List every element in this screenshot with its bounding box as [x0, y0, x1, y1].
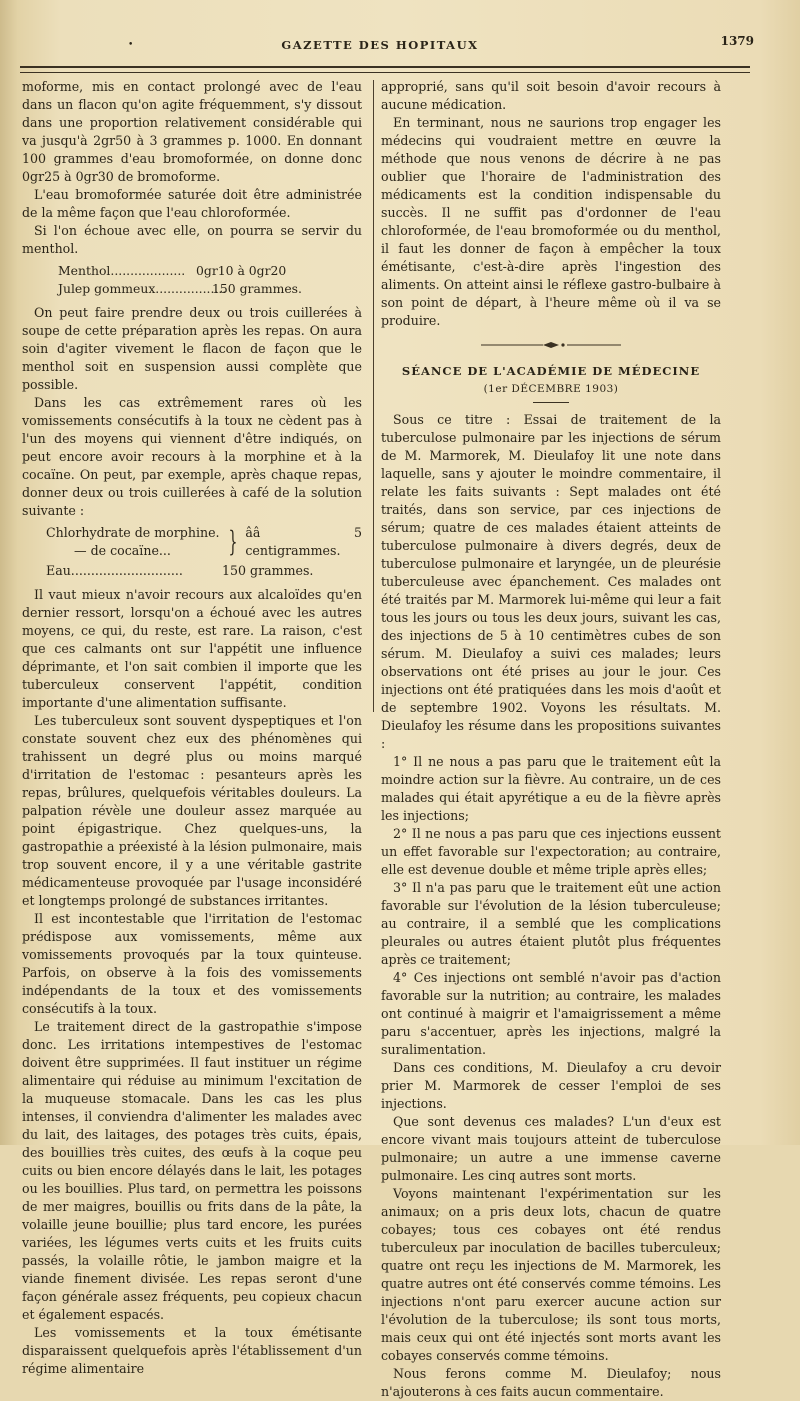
brace-group — [46, 524, 362, 560]
prescription-menthol — [22, 262, 362, 298]
paragraph: moforme, mis en contact prolongé avec de l'eau dans un flacon qu'on agite fréquemment, s'y dissout dans une proportion relativement considérable qui va jusqu'à 2gr50 à 3 grammes p. 1000. En donnant 100 grammes d'eau bromoformée, on donne donc 0gr25 à 0gr30 de bromoforme. — [22, 79, 362, 184]
ingredient-name: Menthol................... — [58, 263, 186, 278]
paragraph: Les tuberculeux sont souvent dyspeptiques et l'on constate souvent chez eux des phénomènes qui trahissent un degré plus ou moins marqué d'irritation de l'estomac : pesanteurs après les repas, brûlures, quelquefois véritables douleurs. La palpation révèle une douleur assez marquée au point épigastrique. Chez quelques-uns, la gastropathie a préexisté à la lésion pulmonaire, mais trop souvent encore, il y a une véritable gastrite médicamenteuse provoquée par l'usage inconsidéré et longtemps prolongé de substances irritantes. — [22, 713, 362, 908]
paragraph: Il est incontestable que l'irritation de l'estomac prédispose aux vomissements, même aux vomissements provoqués par la toux quinteuse. Parfois, on observe à la fois des vomissements indépendants de la toux et des vomissements consécutifs à la toux. — [22, 911, 362, 1016]
paragraph: Dans les cas extrêmement rares où les vomissements consécutifs à la toux ne cèdent pas à l'un des moyens qui viennent d'être indiqués, on peut encore avoir recours à la morphine et à la cocaïne. On peut, par exemple, après chaque repas, donner deux ou trois cuillerées à café de la solution suivante : — [22, 395, 362, 518]
paragraph: Le traitement direct de la gastropathie s'impose donc. Les irritations intempestives de l'estomac doivent être supprimées. Il faut instituer un régime alimentaire qui réduise au minimum l'excitation de la muqueuse stomacale. Dans les cas les plus intenses, il conviendra d'alimenter les malades avec du lait, des laitages, des potages très cuits, épais, des bouillies très cuites, des œufs à la coque peu cuits ou bien encore délayés dans le lait, les potages ou les bouillies. Plus tard, on permettra les poissons de mer maigres, bouillis ou frits dans de la pâte, la volaille jeune bouillie; plus tard encore, les purées variées, les légumes verts cuits et les fruits cuits passés, la volaille rôtie, le jambon maigre et la viande finement divisée. Les repas seront d'une façon générale assez fréquents, peu copieux chacun et également espacés. — [22, 1019, 362, 1322]
prescription-morphine — [22, 524, 362, 580]
ingredient-dose: 0gr10 à 0gr20 — [196, 263, 287, 278]
right-column — [381, 78, 721, 1401]
brace-icon: } — [228, 525, 237, 558]
ingredient-name: Julep gommeux.................. — [58, 281, 227, 296]
header-rule-thin — [20, 72, 750, 73]
ornament-separator — [381, 336, 721, 354]
short-rule — [533, 402, 569, 403]
page-header — [20, 30, 754, 60]
paragraph: 1° Il ne nous a pas paru que le traitement eût la moindre action sur la fièvre. Au contraire, un de ces malades qui était apyrétique a eu de la fièvre après les injections; — [381, 754, 721, 823]
column-divider — [373, 80, 374, 712]
page-number: 1379 — [720, 34, 754, 48]
paragraph: Si l'on échoue avec elle, on pourra se servir du menthol. — [22, 223, 362, 256]
paragraph: 3° Il n'a pas paru que le traitement eût une action favorable sur l'évolution de la lésion tuberculeuse; au contraire, il a semblé que les complications pleurales ou autres étaient plutôt plus fréquentes après ce traitement; — [381, 880, 721, 967]
paragraph: Sous ce titre : Essai de traitement de la tuberculose pulmonaire par les injections de sérum de M. Marmorek, M. Dieulafoy lit une note dans laquelle, sans y ajouter le moindre commentaire, il relate les faits suivants : Sept malades ont été traités, dans son service, par ces injections de sérum; quatre de ces malades étaient atteints de tuberculose pulmonaire à divers degrés, deux de tuberculose pulmonaire et laryngée, un de pleurésie tuberculeuse avec épanchement. Ces malades ont été traités par M. Marmorek lui-même qui leur a fait tous les jours ou tous les deux jours, suivant les cas, des injections de 5 à 10 centimètres cubes de son sérum. M. Dieulafoy a suivi ces malades; leurs observations ont été prises au jour le jour. Ces injections ont été pratiquées dans les mois d'août et de septembre 1902. Voyons les résultats. M. Dieulafoy les résume dans les propositions suivantes : — [381, 412, 721, 751]
paragraph: approprié, sans qu'il soit besoin d'avoir recours à aucune médication. — [381, 79, 721, 112]
ingredient-name: Chlorhydrate de morphine. — [46, 525, 220, 540]
paragraph: 2° Il ne nous a pas paru que ces injections eussent un effet favorable sur l'expectoration; au contraire, elle est devenue double et même triple après elles; — [381, 826, 721, 877]
left-column — [22, 78, 362, 1378]
header-mark: • — [128, 40, 134, 50]
header-rule-thick — [20, 66, 750, 68]
journal-title: GAZETTE DES HOPITAUX — [281, 38, 479, 52]
paragraph: Il vaut mieux n'avoir recours aux alcaloïdes qu'en dernier ressort, lorsqu'on a échoué avec les autres moyens, ce qui, du reste, est rare. La raison, c'est que ces calmants ont sur l'appétit une influence déprimante, et l'on sait combien il importe que les tuberculeux conservent l'appétit, condition importante d'une alimentation suffisante. — [22, 587, 362, 710]
ingredient-name: — de cocaïne... — [74, 543, 171, 558]
paragraph: Voyons maintenant l'expérimentation sur les animaux; on a pris deux lots, chacun de quatre cobayes; tous ces cobayes ont été rendus tuberculeux par inoculation de bacilles tuberculeux; quatre ont reçu les injections de M. Marmorek, les quatre autres ont été conservés comme témoins. Les injections n'ont paru exercer aucune action sur l'évolution de la tuberculose; ils sont tous morts, mais ceux qui ont été injectés sont morts avant les cobayes conservés comme témoins. — [381, 1186, 721, 1363]
paragraph: Les vomissements et la toux émétisante disparaissent quelquefois après l'établissement d'un régime alimentaire — [22, 1325, 362, 1376]
paragraph: Dans ces conditions, M. Dieulafoy a cru devoir prier M. Marmorek de cesser l'emploi de ses injections. — [381, 1060, 721, 1111]
paragraph: Nous ferons comme M. Dieulafoy; nous n'ajouterons à ces faits aucun commentaire. — [381, 1366, 721, 1399]
prescription-line — [46, 562, 362, 580]
ingredient-dose: ââ 5 centigrammes. — [245, 525, 362, 558]
section-title: SÉANCE DE L'ACADÉMIE DE MÉDECINE — [401, 364, 701, 378]
prescription-line — [58, 262, 362, 280]
paragraph: L'eau bromoformée saturée doit être administrée de la même façon que l'eau chloroformée. — [22, 187, 362, 220]
paragraph: En terminant, nous ne saurions trop engager les médecins qui voudraient mettre en œuvre la méthode que nous venons de décrire à ne pas oublier que l'horaire de l'administration des médicaments est la condition indispensable du succès. Il ne suffit pas d'ordonner de l'eau chloroformée, de l'eau bromoformée ou du menthol, il faut les donner de façon à empêcher la toux émétisante, c'est-à-dire après l'ingestion des aliments. On atteint ainsi le réflexe gastro-bulbaire à son point de départ, à l'heure même où il va se produire. — [381, 115, 721, 328]
paragraph: Que sont devenus ces malades? L'un d'eux est encore vivant mais toujours atteint de tuberculose pulmonaire; un autre a une immense caverne pulmonaire. Les cinq autres sont morts. — [381, 1114, 721, 1183]
section-date: (1er DÉCEMBRE 1903) — [483, 383, 619, 395]
prescription-line — [58, 280, 362, 298]
paragraph: 4° Ces injections ont semblé n'avoir pas d'action favorable sur la nutrition; au contraire, les malades ont continué à maigrir et l'amaigrissement a même paru s'accentuer, après les injections, malgré la suralimentation. — [381, 970, 721, 1057]
ingredient-name: Eau............................ — [46, 563, 183, 578]
ingredient-dose: 150 grammes. — [212, 281, 302, 296]
ingredient-dose: 150 grammes. — [222, 563, 314, 578]
paragraph: On peut faire prendre deux ou trois cuillerées à soupe de cette préparation après les repas. On aura soin d'agiter vivement le flacon de façon que le menthol soit en suspension aussi complète que possible. — [22, 305, 362, 392]
